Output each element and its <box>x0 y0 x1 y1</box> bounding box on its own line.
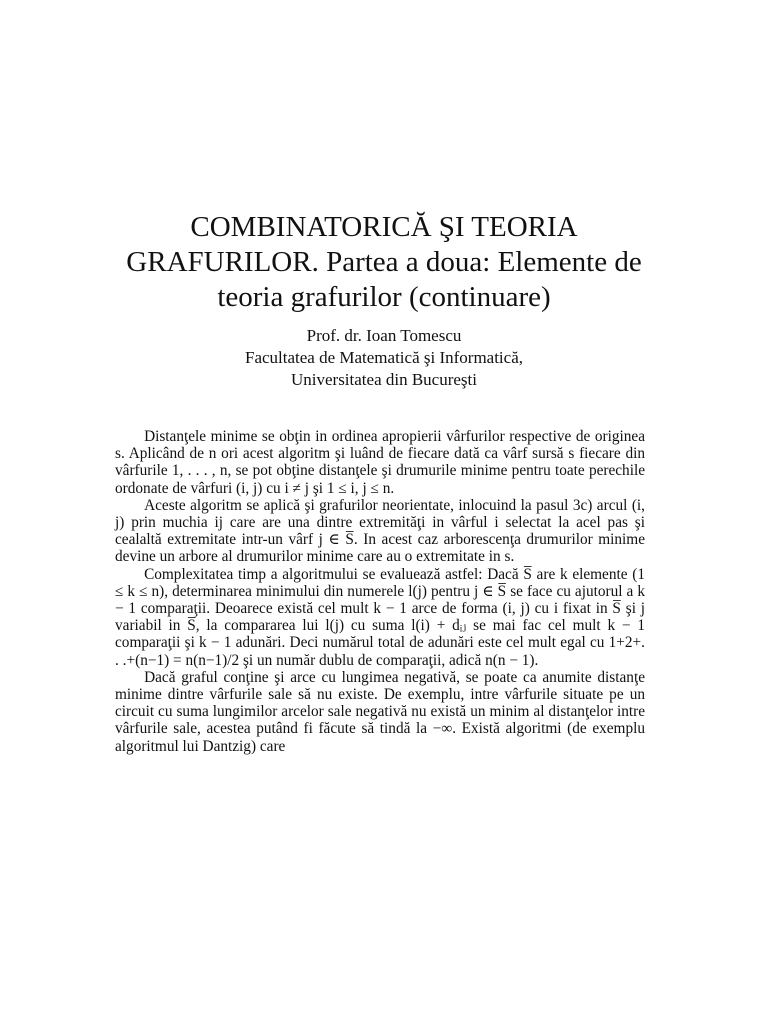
affiliation-line-2: Universitatea din Bucureşti <box>290 370 477 389</box>
paper-title <box>118 210 650 315</box>
body-text <box>115 428 645 755</box>
author-name: Prof. dr. Ioan Tomescu <box>306 326 462 345</box>
author-block <box>118 325 650 391</box>
paragraph-4: Dacă graful conţine şi arce cu lungimea negativă, se poate ca anumite distanţe minime dintre vârfurile sale să nu existe. De exemplu, intre vârfurile situate pe un circuit cu suma lungimilor arcelor sale negativă nu există un minim al distanţelor intre vârfurile sale, acestea putând fi făcute să tindă la −∞. Există algoritmi (de exemplu algoritmul lui Dantzig) care <box>115 668 645 755</box>
title-line-3: teoria grafurilor (continuare) <box>217 281 551 313</box>
title-line-1: COMBINATORICĂ ŞI TEORIA <box>190 211 578 243</box>
title-line-2: GRAFURILOR. Partea a doua: Elemente de <box>126 246 642 278</box>
paragraph-1: Distanţele minime se obţin in ordinea apropierii vârfurilor respective de originea s. Aplicând de n ori acest algoritm şi luând de fiecare dată ca vârf sursă s fiecare din vârfurile 1, . . . , n, se pot obţine distanţele şi drumurile minime pentru toate perechile ordonate de vârfuri (i, j) cu i ≠ j şi 1 ≤ i, j ≤ n. <box>115 428 645 497</box>
affiliation-line-1: Facultatea de Matematică şi Informatică, <box>244 348 523 367</box>
paragraph-3: Complexitatea timp a algoritmului se evaluează astfel: Dacă S̅ are k elemente (1 ≤ k ≤ n), determinarea minimului din numerele l(j) pentru j ∈ S̅ se face cu ajutorul a k − 1 comparaţii. Deoarece există cel mult k − 1 arce de forma (i, j) cu i fixat in S̅ şi j variabil in S̅, la compararea lui l(j) cu suma l(i) + dᵢⱼ se mai fac cel mult k − 1 comparaţii şi k − 1 adunări. Deci numărul total de adunări este cel mult egal cu 1+2+. . .+(n−1) = n(n−1)/2 şi un număr dublu de comparaţii, adică n(n − 1). <box>115 565 645 669</box>
paragraph-2: Aceste algoritm se aplică şi grafurilor neorientate, inlocuind la pasul 3c) arcul (i, j) prin muchia ij care are una dintre extremităţi in vârful i selectat la acel pas şi cealaltă extremitate intr-un vârf j ∈ S̅. In acest caz arborescenţa drumurilor minime devine un arbore al drumurilor minime care au o extremitate in s. <box>115 496 645 566</box>
